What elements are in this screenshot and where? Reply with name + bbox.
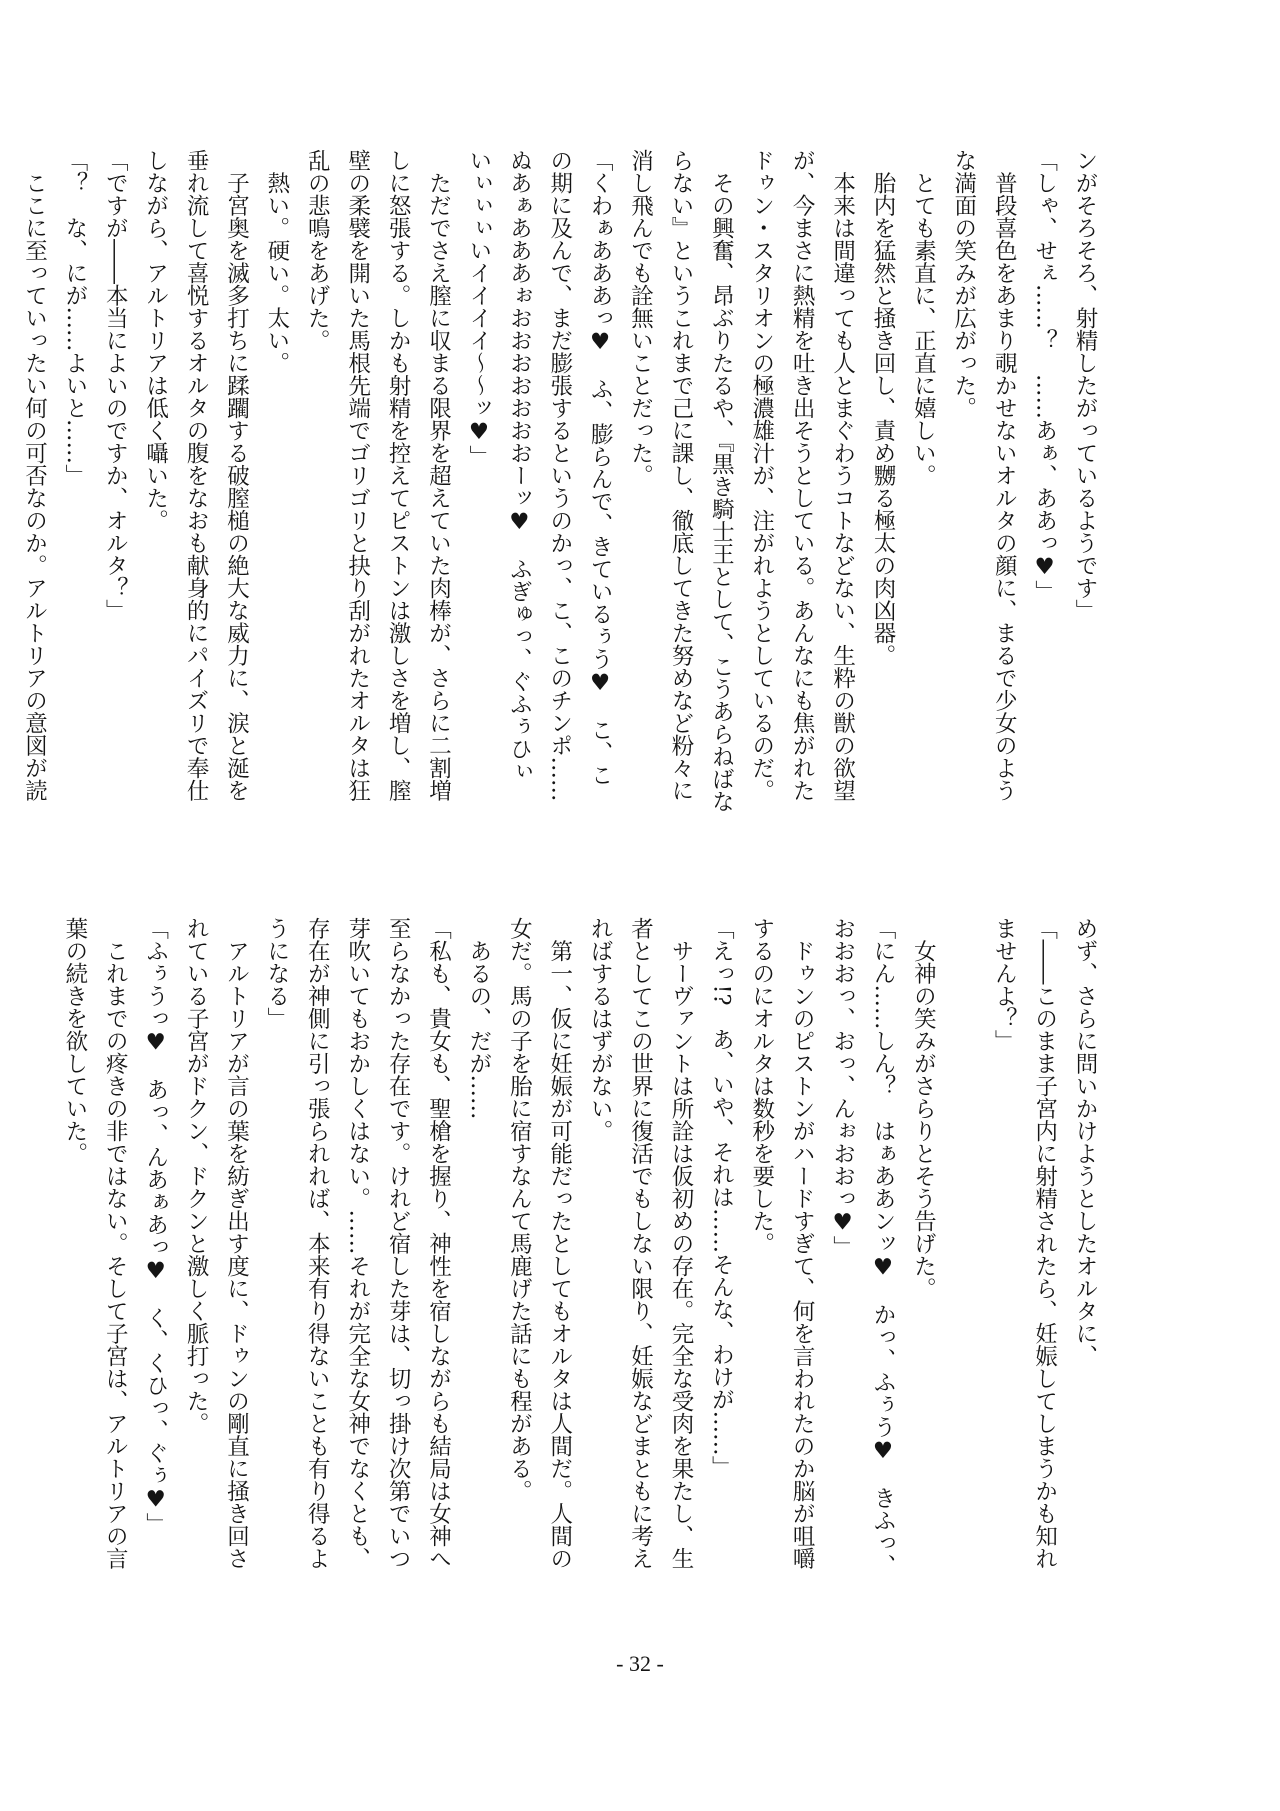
- text-line: 「私も、貴女も、聖槍を握り、神性を宿しながらも結局は女神へ: [425, 917, 452, 1570]
- text-line: しながら、アルトリアは低く囁いた。: [142, 149, 169, 532]
- text-line: ればするはずがない。: [587, 917, 614, 1142]
- text-line: 「――このまま子宮内に射精されたら、妊娠してしまうかも知れ: [1031, 917, 1058, 1570]
- text-line: 「ですが――本当によいのですか、オルタ？」: [102, 149, 129, 622]
- text-line: ンがそろそろ、射精したがっているようです」: [1072, 149, 1098, 622]
- text-line: 壁の柔襞を開いた馬根先端でゴリゴリと抉り刮がれたオルタは狂: [344, 149, 371, 802]
- text-line: 葉の続きを欲していた。: [61, 917, 88, 1165]
- text-line: 至らなかった存在です。けれど宿した芽は、切っ掛け次第でいつ: [385, 917, 412, 1570]
- text-column-lower: [61, 917, 1105, 1607]
- text-line: サーヴァントは所詮は仮初めの存在。完全な受肉を果たし、生: [667, 917, 694, 1570]
- page-number: - 32 -: [616, 1651, 664, 1676]
- text-line: ぬあぁあああぉおおおおおおおーッ♥ ふぎゅっ、ぐふぅひぃ: [506, 149, 533, 783]
- text-line: これまでの疼きの非ではない。そして子宮は、アルトリアの言: [102, 917, 129, 1570]
- text-line: 本来は間違っても人とまぐわうコトなどない、生粋の獣の欲望: [829, 149, 856, 802]
- text-line: 「ふぅうっ♥ あっ、んあぁあっ♥ く、くひっ、ぐぅ♥」: [142, 917, 169, 1535]
- text-line: 「えっ!? あ、いや、それは……そんな、わけが……」: [708, 917, 735, 1479]
- text-line: 存在が神側に引っ張られれば、本来有り得ないことも有り得るよ: [304, 917, 331, 1570]
- text-line: 普段喜色をあまり覗かせないオルタの顔に、まるで少女のよう: [991, 149, 1018, 802]
- text-line: 女神の笑みがさらりとそう告げた。: [910, 917, 937, 1300]
- text-line: らない』というこれまで己に課し、徹底してきた努めなど粉々に: [667, 149, 694, 802]
- text-line: しに怒張する。しかも射精を控えてピストンは激しさを増し、膣: [385, 149, 412, 802]
- text-line: 子宮奥を滅多打ちに蹂躙する破膣槌の絶大な威力に、涙と涎を: [223, 149, 250, 802]
- text-line: ドゥンのピストンがハードすぎて、何を言われたのか脳が咀嚼: [789, 917, 816, 1570]
- text-line: あるの、だが……: [465, 917, 492, 1120]
- text-line: 乱の悲鳴をあげた。: [304, 149, 331, 352]
- text-line: いぃぃぃいイイイイ～～ッ♥」: [465, 149, 492, 468]
- text-line: の期に及んで、まだ膨張するというのかっ、こ、このチンポ……: [546, 149, 573, 802]
- text-line: めず、さらに問いかけようとしたオルタに、: [1072, 917, 1098, 1367]
- text-line: アルトリアが言の葉を紡ぎ出す度に、ドゥンの剛直に掻き回さ: [223, 917, 250, 1570]
- text-line: 「くわぁあああっ♥ ふ、膨らんで、きているぅう♥ こ、こ: [587, 149, 614, 786]
- text-line: 「にん……しん？ はぁああンッ♥ かっ、ふぅう♥ きふっ、: [869, 917, 896, 1577]
- text-line: ドゥン・スタリオンの極濃雄汁が、注がれようとしているのだ。: [748, 149, 775, 802]
- text-line: ただでさえ膣に収まる限界を超えていた肉棒が、さらに二割増: [425, 149, 452, 802]
- text-line: な満面の笑みが広がった。: [950, 149, 977, 419]
- text-line: [943, 917, 983, 1607]
- text-line: 女だ。馬の子を胎に宿すなんて馬鹿げた話にも程がある。: [506, 917, 533, 1502]
- text-line: 「？ な、にが……よいと……」: [61, 149, 88, 487]
- text-line: ここに至っていったい何の可否なのか。アルトリアの意図が読: [21, 149, 48, 802]
- text-line: ませんよ？」: [991, 917, 1018, 1052]
- text-line: 者としてこの世界に復活でもしない限り、妊娠などまともに考え: [627, 917, 654, 1570]
- text-line: 熱い。硬い。太い。: [263, 149, 290, 374]
- text-line: するのにオルタは数秒を要した。: [748, 917, 775, 1255]
- text-line: れている子宮がドクン、ドクンと激しく脈打った。: [183, 917, 210, 1435]
- text-line: が、今まさに熱精を吐き出そうとしている。あんなにも焦がれた: [789, 149, 816, 802]
- text-line: 胎内を猛然と掻き回し、責め嬲る極太の肉凶器。: [869, 149, 896, 667]
- text-line: おおおっ、おっ、んぉおおっ♥」: [829, 917, 856, 1258]
- text-line: 芽吹いてもおかしくはない。……それが完全な女神でなくとも、: [344, 917, 371, 1570]
- text-line: うになる」: [263, 917, 290, 1030]
- text-column-upper: [21, 149, 1105, 838]
- text-line: とても素直に、正直に嬉しい。: [910, 149, 937, 487]
- text-line: その興奮、昂ぶりたるや、『黒き騎士王として、こうあらねばな: [708, 149, 735, 813]
- text-line: 消し飛んでも詮無いことだった。: [627, 149, 654, 487]
- text-line: 垂れ流して喜悦するオルタの腹をなおも献身的にパイズリで奉仕: [183, 149, 210, 802]
- text-line: 「しゃ、せぇ……？ ……あぁ、ああっ♥」: [1031, 149, 1058, 603]
- text-line: 第一、仮に妊娠が可能だったとしてもオルタは人間だ。人間の: [546, 917, 573, 1570]
